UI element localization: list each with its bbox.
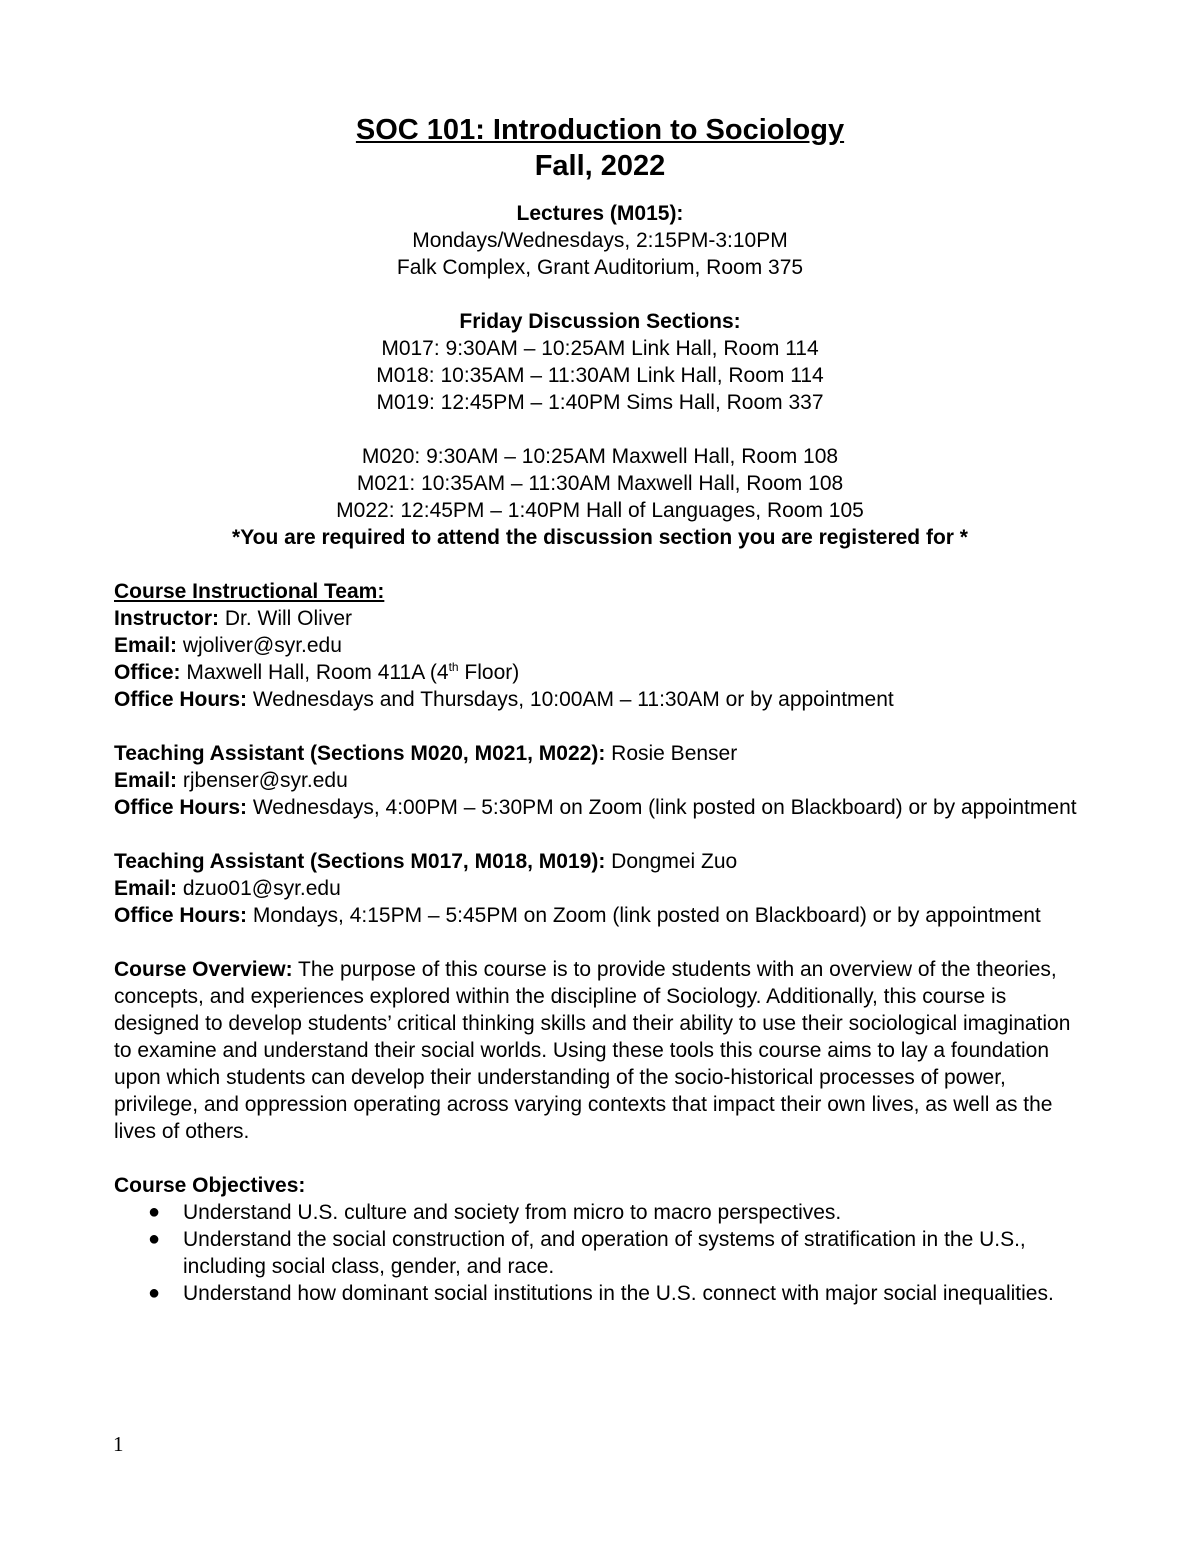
discussion-heading: Friday Discussion Sections: [459, 310, 741, 333]
objectives-heading: Course Objectives: [114, 1174, 306, 1197]
overview-label: Course Overview: [114, 958, 293, 981]
course-overview [114, 956, 1086, 1145]
list-item [114, 1226, 1086, 1280]
bullet-icon: ● [148, 1282, 161, 1304]
ta2-email: dzuo01@syr.edu [177, 877, 341, 900]
lectures-schedule: Mondays/Wednesdays, 2:15PM-3:10PM [412, 229, 788, 252]
overview-text: The purpose of this course is to provide students with an overview of the theories, concepts, and experiences explored within the discipline of Sociology. Additionally, this course is designed to develop students’ critical thinking skills and their ability to use their sociological imagination to examine and understand their social worlds. Using these tools this course aims to lay a foundation upon which students can develop their understanding of the socio-historical processes of power, privilege, and oppression operating across varying contexts that impact their own lives, as well as the lives of others. [114, 958, 1071, 1143]
ordinal-suffix: th [448, 660, 459, 674]
ta2-hours-line [114, 902, 1086, 929]
instructor-name: Dr. Will Oliver [219, 607, 352, 630]
ta1-office-hours: Wednesdays, 4:00PM – 5:30PM on Zoom (link posted on Blackboard) or by appointment [247, 796, 1077, 819]
email-label: Email: [114, 634, 178, 657]
discussion-section: M022: 12:45PM – 1:40PM Hall of Languages, Room 105 [336, 499, 864, 522]
list-item [114, 1199, 1086, 1226]
discussion-section: M018: 10:35AM – 11:30AM Link Hall, Room 114 [376, 364, 824, 387]
ta1-email-line [114, 767, 1086, 794]
ta1-email: rjbenser@syr.edu [177, 769, 348, 792]
ta2-label: Teaching Assistant (Sections M017, M018, M019): [114, 850, 606, 873]
bullet-icon: ● [148, 1201, 161, 1223]
bullet-icon: ● [148, 1228, 161, 1250]
ta1-line [114, 740, 1086, 767]
ta1-hours-line [114, 794, 1086, 821]
office-hours-label: Office Hours: [114, 904, 248, 927]
instructor-hours-line [114, 686, 1086, 713]
ta2-name: Dongmei Zuo [605, 850, 738, 873]
discussion-section: M017: 9:30AM – 10:25AM Link Hall, Room 114 [381, 337, 819, 360]
email-label: Email: [114, 877, 178, 900]
ta1-name: Rosie Benser [605, 742, 738, 765]
instructor-office-hours: Wednesdays and Thursdays, 10:00AM – 11:30AM or by appointment [247, 688, 894, 711]
lectures-heading: Lectures (M015): [516, 202, 684, 225]
team-heading: Course Instructional Team: [114, 580, 385, 603]
instructor-office-line [114, 659, 1086, 686]
office-label: Office: [114, 661, 181, 684]
discussion-section: M020: 9:30AM – 10:25AM Maxwell Hall, Room 108 [361, 445, 839, 468]
objective-text: Understand U.S. culture and society from micro to macro perspectives. [183, 1201, 842, 1224]
attendance-notice: *You are required to attend the discussion section you are registered for * [232, 526, 968, 549]
ta2-office-hours: Mondays, 4:15PM – 5:45PM on Zoom (link posted on Blackboard) or by appointment [247, 904, 1041, 927]
office-floor: Floor) [458, 661, 520, 684]
instructor-email: wjoliver@syr.edu [177, 634, 342, 657]
instructor-label: Instructor: [114, 607, 219, 630]
ta2-email-line [114, 875, 1086, 902]
objectives-list [114, 1199, 1086, 1307]
lectures-location: Falk Complex, Grant Auditorium, Room 375 [396, 256, 804, 279]
email-label: Email: [114, 769, 178, 792]
office-hours-label: Office Hours: [114, 688, 248, 711]
syllabus-content [114, 112, 1086, 1307]
office-location: Maxwell Hall, Room 411A (4 [180, 661, 449, 684]
objective-text: Understand the social construction of, and operation of systems of stratification in the U.S., including social class, gender, and race. [183, 1228, 1026, 1278]
discussion-section: M021: 10:35AM – 11:30AM Maxwell Hall, Room 108 [356, 472, 844, 495]
course-term: Fall, 2022 [534, 150, 666, 182]
page-number: 1 [113, 1432, 124, 1456]
ta2-line [114, 848, 1086, 875]
discussion-section: M019: 12:45PM – 1:40PM Sims Hall, Room 337 [376, 391, 824, 414]
instructor-line [114, 605, 1086, 632]
list-item [114, 1280, 1086, 1307]
ta1-label: Teaching Assistant (Sections M020, M021, M022): [114, 742, 606, 765]
objective-text: Understand how dominant social institutions in the U.S. connect with major social inequalities. [183, 1282, 1054, 1305]
instructor-email-line [114, 632, 1086, 659]
course-title: SOC 101: Introduction to Sociology [355, 114, 845, 146]
office-hours-label: Office Hours: [114, 796, 248, 819]
